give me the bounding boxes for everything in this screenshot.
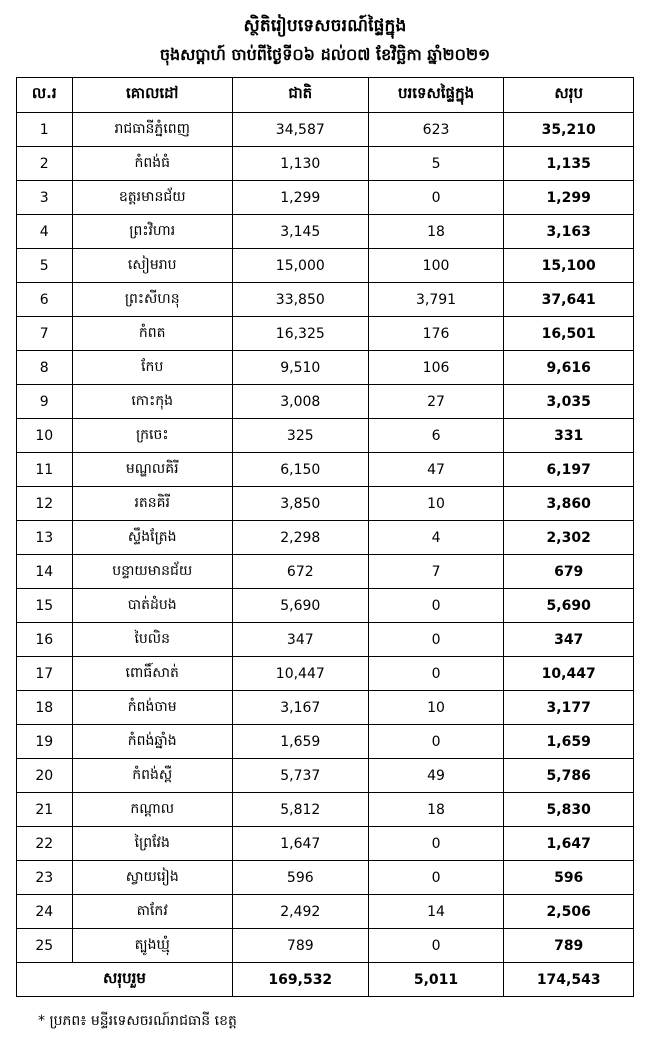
row-national: 3,167 bbox=[232, 691, 368, 725]
row-total: 679 bbox=[504, 555, 634, 589]
row-destination: កែប bbox=[72, 351, 232, 385]
table-row bbox=[17, 759, 634, 793]
table-row bbox=[17, 929, 634, 963]
row-foreign: 0 bbox=[368, 657, 504, 691]
row-foreign: 3,791 bbox=[368, 283, 504, 317]
row-total: 1,135 bbox=[504, 147, 634, 181]
row-foreign: 100 bbox=[368, 249, 504, 283]
row-no: 10 bbox=[17, 419, 73, 453]
row-total: 16,501 bbox=[504, 317, 634, 351]
statistics-table bbox=[16, 77, 634, 997]
table-row bbox=[17, 181, 634, 215]
row-no: 8 bbox=[17, 351, 73, 385]
table-row bbox=[17, 487, 634, 521]
row-foreign: 0 bbox=[368, 929, 504, 963]
row-destination: ស្ទឹងត្រែង bbox=[72, 521, 232, 555]
row-total: 5,786 bbox=[504, 759, 634, 793]
table-row bbox=[17, 147, 634, 181]
row-destination: កំពង់ចាម bbox=[72, 691, 232, 725]
row-destination: រតនគិរី bbox=[72, 487, 232, 521]
row-destination: បៃលិន bbox=[72, 623, 232, 657]
table-row bbox=[17, 725, 634, 759]
table-row bbox=[17, 521, 634, 555]
row-no: 9 bbox=[17, 385, 73, 419]
row-foreign: 0 bbox=[368, 861, 504, 895]
table-row bbox=[17, 895, 634, 929]
column-header-no: ល.រ bbox=[17, 78, 73, 113]
row-total: 789 bbox=[504, 929, 634, 963]
row-destination: កោះកុង bbox=[72, 385, 232, 419]
table-footer bbox=[17, 963, 634, 997]
row-foreign: 7 bbox=[368, 555, 504, 589]
column-header-total: សរុប bbox=[504, 78, 634, 113]
row-no: 16 bbox=[17, 623, 73, 657]
row-destination: តាកែវ bbox=[72, 895, 232, 929]
row-foreign: 176 bbox=[368, 317, 504, 351]
row-no: 6 bbox=[17, 283, 73, 317]
row-total: 331 bbox=[504, 419, 634, 453]
row-no: 1 bbox=[17, 113, 73, 147]
row-no: 24 bbox=[17, 895, 73, 929]
row-foreign: 623 bbox=[368, 113, 504, 147]
row-destination: សៀមរាប bbox=[72, 249, 232, 283]
bottom-spacer bbox=[16, 1032, 634, 1037]
table-row bbox=[17, 793, 634, 827]
row-total: 35,210 bbox=[504, 113, 634, 147]
row-national: 33,850 bbox=[232, 283, 368, 317]
row-no: 13 bbox=[17, 521, 73, 555]
row-no: 20 bbox=[17, 759, 73, 793]
row-total: 347 bbox=[504, 623, 634, 657]
row-foreign: 18 bbox=[368, 793, 504, 827]
row-foreign: 10 bbox=[368, 691, 504, 725]
row-no: 19 bbox=[17, 725, 73, 759]
page-subtitle: ចុងសប្តាហ៍ ចាប់ពីថ្ងៃទី០៦ ដល់០៧ ខែវិច្ឆិកា ឆ្នាំ២០២១ bbox=[159, 44, 491, 64]
column-header-destination: គោលដៅ bbox=[72, 78, 232, 113]
row-total: 3,035 bbox=[504, 385, 634, 419]
row-no: 17 bbox=[17, 657, 73, 691]
row-total: 2,302 bbox=[504, 521, 634, 555]
row-no: 12 bbox=[17, 487, 73, 521]
table-row bbox=[17, 283, 634, 317]
row-total: 9,616 bbox=[504, 351, 634, 385]
row-destination: បន្ទាយមានជ័យ bbox=[72, 555, 232, 589]
table-row bbox=[17, 249, 634, 283]
row-national: 596 bbox=[232, 861, 368, 895]
row-no: 21 bbox=[17, 793, 73, 827]
row-national: 16,325 bbox=[232, 317, 368, 351]
row-no: 7 bbox=[17, 317, 73, 351]
row-destination: ស្វាយរៀង bbox=[72, 861, 232, 895]
row-foreign: 0 bbox=[368, 623, 504, 657]
table-row bbox=[17, 691, 634, 725]
row-no: 23 bbox=[17, 861, 73, 895]
table-row bbox=[17, 419, 634, 453]
total-label: សរុបរួម bbox=[17, 963, 233, 997]
row-destination: កំពង់ឆ្នាំង bbox=[72, 725, 232, 759]
row-destination: បាត់ដំបង bbox=[72, 589, 232, 623]
row-national: 347 bbox=[232, 623, 368, 657]
table-row bbox=[17, 861, 634, 895]
row-destination: កំពង់ស្ពឺ bbox=[72, 759, 232, 793]
row-no: 4 bbox=[17, 215, 73, 249]
row-destination: ព្រះសីហនុ bbox=[72, 283, 232, 317]
row-destination: ត្បូងឃ្មុំ bbox=[72, 929, 232, 963]
row-national: 325 bbox=[232, 419, 368, 453]
row-destination: ឧត្តរមានជ័យ bbox=[72, 181, 232, 215]
row-total: 1,299 bbox=[504, 181, 634, 215]
row-no: 5 bbox=[17, 249, 73, 283]
row-total: 10,447 bbox=[504, 657, 634, 691]
document-titles bbox=[16, 14, 634, 67]
row-total: 596 bbox=[504, 861, 634, 895]
row-no: 25 bbox=[17, 929, 73, 963]
row-no: 3 bbox=[17, 181, 73, 215]
row-no: 18 bbox=[17, 691, 73, 725]
row-national: 672 bbox=[232, 555, 368, 589]
row-destination: ក្រចេះ bbox=[72, 419, 232, 453]
row-destination: កំពង់ធំ bbox=[72, 147, 232, 181]
table-row bbox=[17, 453, 634, 487]
row-national: 5,690 bbox=[232, 589, 368, 623]
table-row bbox=[17, 555, 634, 589]
row-national: 1,299 bbox=[232, 181, 368, 215]
row-foreign: 0 bbox=[368, 589, 504, 623]
row-total: 3,163 bbox=[504, 215, 634, 249]
row-foreign: 106 bbox=[368, 351, 504, 385]
row-destination: ពោធិ៍សាត់ bbox=[72, 657, 232, 691]
row-total: 5,690 bbox=[504, 589, 634, 623]
row-total: 37,641 bbox=[504, 283, 634, 317]
row-no: 2 bbox=[17, 147, 73, 181]
row-national: 3,008 bbox=[232, 385, 368, 419]
row-total: 5,830 bbox=[504, 793, 634, 827]
table-row bbox=[17, 827, 634, 861]
table-row bbox=[17, 589, 634, 623]
row-national: 1,647 bbox=[232, 827, 368, 861]
row-national: 15,000 bbox=[232, 249, 368, 283]
row-foreign: 0 bbox=[368, 827, 504, 861]
row-national: 10,447 bbox=[232, 657, 368, 691]
row-no: 11 bbox=[17, 453, 73, 487]
table-header bbox=[17, 78, 634, 113]
row-foreign: 14 bbox=[368, 895, 504, 929]
row-destination: រាជធានីភ្នំពេញ bbox=[72, 113, 232, 147]
row-national: 789 bbox=[232, 929, 368, 963]
row-total: 1,647 bbox=[504, 827, 634, 861]
row-foreign: 0 bbox=[368, 181, 504, 215]
row-national: 2,298 bbox=[232, 521, 368, 555]
row-national: 34,587 bbox=[232, 113, 368, 147]
row-national: 3,850 bbox=[232, 487, 368, 521]
row-national: 1,130 bbox=[232, 147, 368, 181]
row-destination: ព្រះវិហារ bbox=[72, 215, 232, 249]
table-body bbox=[17, 113, 634, 963]
row-national: 9,510 bbox=[232, 351, 368, 385]
row-destination: កំពត bbox=[72, 317, 232, 351]
row-no: 22 bbox=[17, 827, 73, 861]
row-foreign: 6 bbox=[368, 419, 504, 453]
row-destination: កណ្តាល bbox=[72, 793, 232, 827]
row-national: 5,737 bbox=[232, 759, 368, 793]
row-national: 5,812 bbox=[232, 793, 368, 827]
row-foreign: 27 bbox=[368, 385, 504, 419]
table-header-row bbox=[17, 78, 634, 113]
column-header-foreign: បរទេសផ្ទៃក្នុង bbox=[368, 78, 504, 113]
row-total: 3,860 bbox=[504, 487, 634, 521]
table-row bbox=[17, 623, 634, 657]
row-national: 6,150 bbox=[232, 453, 368, 487]
total-national: 169,532 bbox=[232, 963, 368, 997]
row-foreign: 49 bbox=[368, 759, 504, 793]
table-row bbox=[17, 113, 634, 147]
row-no: 15 bbox=[17, 589, 73, 623]
source-footnote: * ប្រភព៖ មន្ទីរទេសចរណ៍រាជធានី ខេត្ត bbox=[38, 1013, 237, 1030]
row-total: 3,177 bbox=[504, 691, 634, 725]
row-total: 1,659 bbox=[504, 725, 634, 759]
row-destination: មណ្ឌលគិរី bbox=[72, 453, 232, 487]
row-foreign: 0 bbox=[368, 725, 504, 759]
table-row bbox=[17, 657, 634, 691]
total-foreign: 5,011 bbox=[368, 963, 504, 997]
row-total: 15,100 bbox=[504, 249, 634, 283]
row-destination: ព្រៃវែង bbox=[72, 827, 232, 861]
table-row bbox=[17, 385, 634, 419]
table-row bbox=[17, 215, 634, 249]
row-foreign: 5 bbox=[368, 147, 504, 181]
page-title: ស្ថិតិរៀបទេសចរណ៍ផ្ទៃក្នុង bbox=[243, 16, 407, 36]
row-foreign: 4 bbox=[368, 521, 504, 555]
column-header-national: ជាតិ bbox=[232, 78, 368, 113]
row-foreign: 47 bbox=[368, 453, 504, 487]
table-row bbox=[17, 351, 634, 385]
row-foreign: 18 bbox=[368, 215, 504, 249]
table-total-row bbox=[17, 963, 634, 997]
row-no: 14 bbox=[17, 555, 73, 589]
row-national: 2,492 bbox=[232, 895, 368, 929]
row-total: 2,506 bbox=[504, 895, 634, 929]
table-row bbox=[17, 317, 634, 351]
row-national: 1,659 bbox=[232, 725, 368, 759]
row-national: 3,145 bbox=[232, 215, 368, 249]
total-overall: 174,543 bbox=[504, 963, 634, 997]
row-total: 6,197 bbox=[504, 453, 634, 487]
row-foreign: 10 bbox=[368, 487, 504, 521]
